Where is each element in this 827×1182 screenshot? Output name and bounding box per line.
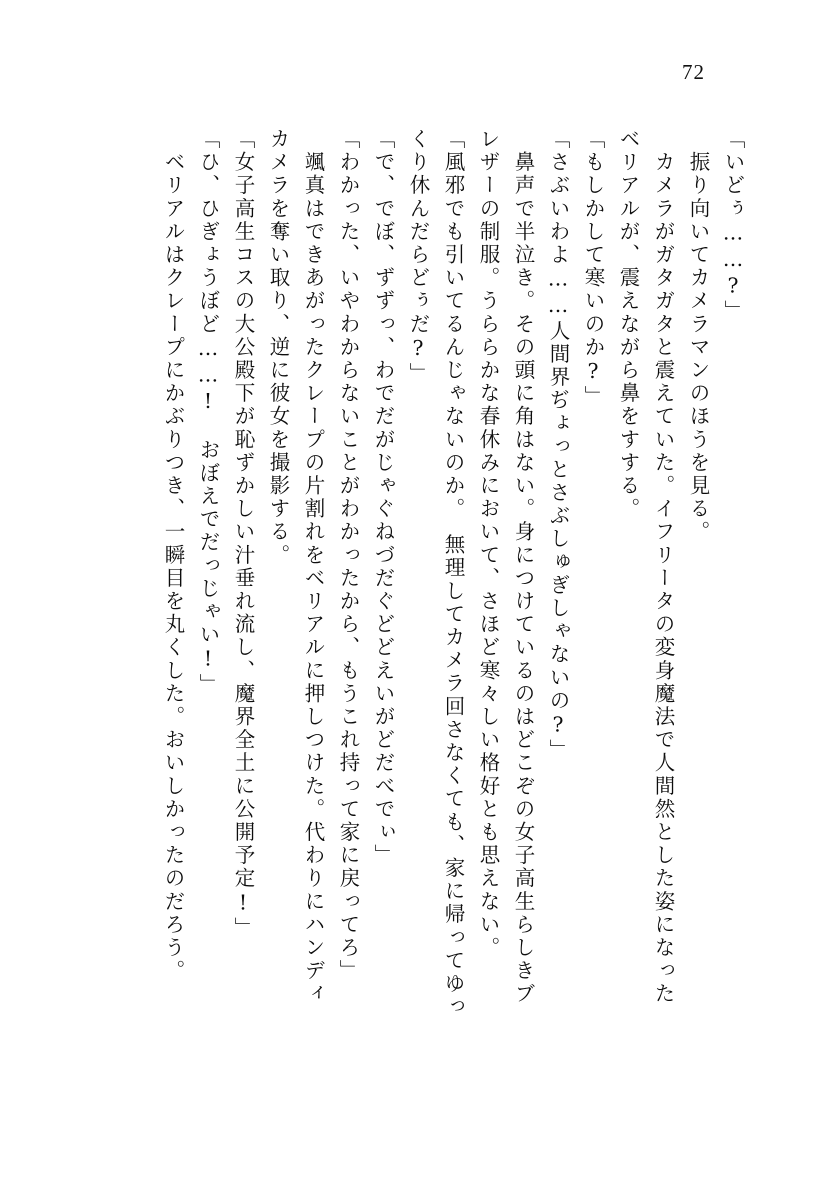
text-line: 颯真はできあがったクレープの片割れをベリアルに押しつけた。代わりにハンディ [301,128,325,1006]
text-line: 「さぶいわよ……人間界ぢょっとさぶしゅぎしゃないの?」 [546,128,570,763]
text-line: カメラを奪い取り、逆に彼女を撮影する。 [266,128,290,567]
text-line: ベリアルが、震えながら鼻をすする。 [616,128,640,521]
text-line: 「で、でぼ、ずずっ、わでだがじゃぐねづだぐどどえいがどだべでぃ」 [371,128,395,868]
page-number: 72 [682,60,705,84]
text-line: 「女子高生コスの大公殿下が恥ずかしい汁垂れ流し、魔界全土に公開予定!」 [231,128,255,940]
text-line: ベリアルはクレープにかぶりつき、一瞬目を丸くした。おいしかったのだろう。 [161,128,185,983]
text-line: レザーの制服。うららかな春休みにおいて、さほど寒々しい格好とも思えない。 [476,128,500,960]
vertical-text-block [96,128,743,1058]
text-line: 「もしかして寒いのか?」 [581,128,605,409]
text-line: 「風邪でも引いてるんじゃないのか。 無理してカメラ回さなくても、家に帰ってゆっ [441,128,465,1019]
text-line: 「いどぅ……?」 [721,128,745,324]
text-line: 振り向いてカメラマンのほうを見る。 [686,128,710,544]
text-line: 「わかった、いやわからないことがわかったから、もうこれ持って家に戻ってろ」 [336,128,360,983]
text-line: 鼻声で半泣き。その頭に角はない。身につけているのはどこぞの女子高生らしきブ [511,128,535,1006]
text-line: カメラがガタガタと震えていた。イフリータの変身魔法で人間然とした姿になった [651,128,675,1006]
text-line: くり休んだらどぅだ?」 [406,128,430,386]
text-line: 「ひ、ひぎょうぼど……! おぼえでだっじゃい!」 [196,128,220,697]
